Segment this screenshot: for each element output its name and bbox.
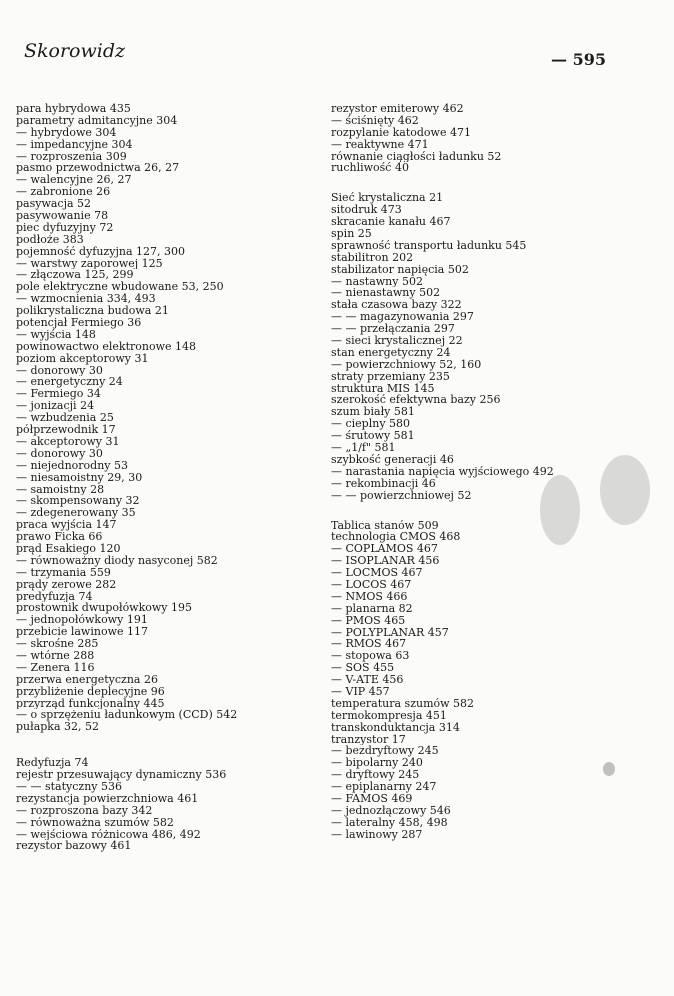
index-entry: — skrośne 285	[16, 638, 99, 650]
index-entry: pułapka 32, 52	[16, 721, 99, 734]
index-entry: — o sprzężeniu ładunkowym (CCD) 542	[16, 709, 238, 722]
index-entry: — śrutowy 581	[331, 430, 415, 443]
index-entry: stała czasowa bazy 322	[331, 299, 462, 312]
index-entry: pole elektryczne wbudowane 53, 250	[16, 281, 224, 294]
section-gap	[331, 502, 554, 520]
index-entry: sitodruk 473	[331, 204, 402, 217]
index-entry: termokompresja 451	[331, 709, 447, 722]
index-entry: — akceptorowy 31	[16, 435, 120, 448]
index-entry: parametry admitancyjne 304	[16, 114, 178, 127]
index-entry: predyfuzja 74	[16, 590, 93, 603]
index-entry: — NMOS 466	[331, 590, 408, 603]
index-entry: — niejednorodny 53	[16, 459, 128, 472]
index-entry: półprzewodnik 17	[16, 424, 116, 436]
index-entry: prawo Ficka 66	[16, 531, 103, 543]
index-entry: — wyjścia 148	[16, 328, 96, 341]
index-entry: — warstwy zaporowej 125	[16, 257, 163, 270]
index-entry: — równoważna szumów 582	[16, 816, 174, 829]
index-entry: — skompensowany 32	[16, 495, 140, 508]
index-entry: przyrząd funkcjonalny 445	[16, 697, 165, 710]
index-entry: — jednozłączowy 546	[331, 804, 451, 817]
index-entry: — zabronione 26	[16, 186, 111, 199]
index-entry: przebicie lawinowe 117	[16, 626, 148, 639]
index-entry: stabilizator napięcia 502	[331, 263, 469, 276]
index-entry: przybliżenie deplecyjne 96	[16, 685, 165, 698]
index-entry: — — magazynowania 297	[331, 311, 474, 324]
index-entry: — jednopołówkowy 191	[16, 614, 148, 627]
index-entry: — cieplny 580	[331, 418, 411, 431]
index-entry: — V-ATE 456	[331, 674, 404, 686]
index-entry: — powierzchniowy 52, 160	[331, 358, 482, 371]
index-entry: stabilitron 202	[331, 251, 414, 264]
index-entry: — FAMOS 469	[331, 792, 413, 805]
scan-smudge	[600, 455, 650, 525]
index-entry: — Zenera 116	[16, 661, 95, 674]
index-entry: spin 25	[331, 228, 372, 240]
index-entry: sprawność transportu ładunku 545	[331, 239, 527, 252]
index-entry: temperatura szumów 582	[331, 697, 475, 710]
index-entry: — hybrydowe 304	[16, 126, 117, 139]
index-entry: — — statyczny 536	[16, 780, 122, 793]
index-entry: — ściśnięty 462	[331, 114, 419, 127]
index-entry: Redyfuzja 74	[16, 757, 89, 770]
index-entry: pasmo przewodnictwa 26, 27	[16, 162, 180, 175]
index-entry: — zdegenerowany 35	[16, 507, 136, 520]
index-entry: — wejściowa różnicowa 486, 492	[16, 828, 201, 841]
index-entry: powinowactwo elektronowe 148	[16, 340, 197, 353]
index-entry: — ISOPLANAR 456	[331, 555, 440, 568]
index-entry: potencjał Fermiego 36	[16, 317, 142, 329]
index-entry: podłoże 383	[16, 233, 84, 246]
index-entry: — impedancyjne 304	[16, 138, 133, 151]
index-entry: — rekombinacji 46	[331, 477, 436, 490]
index-entry: polikrystaliczna budowa 21	[16, 305, 169, 318]
index-entry: straty przemiany 235	[331, 370, 450, 383]
index-column-right	[331, 103, 554, 841]
index-entry: skracanie kanału 467	[331, 216, 451, 229]
index-entry: rozpylanie katodowe 471	[331, 126, 471, 139]
index-entry: — POLYPLANAR 457	[331, 626, 449, 639]
index-entry: stan energetyczny 24	[331, 346, 451, 359]
index-entry: rezystancja powierzchniowa 461	[16, 792, 199, 805]
index-entry: prostownik dwupołówkowy 195	[16, 602, 193, 615]
index-entry: — reaktywne 471	[331, 138, 429, 151]
index-entry: — złączowa 125, 299	[16, 269, 134, 282]
index-entry: — COPLAMOS 467	[331, 543, 438, 556]
index-entry: praca wyjścia 147	[16, 519, 117, 532]
index-entry: prądy zerowe 282	[16, 578, 117, 591]
index-entry: — niesamoistny 29, 30	[16, 471, 143, 484]
index-entry: szum biały 581	[331, 406, 415, 419]
index-entry: — wzbudzenia 25	[16, 412, 114, 425]
index-entry: — trzymania 559	[16, 566, 111, 579]
index-entry: szybkość generacji 46	[331, 453, 454, 466]
index-entry: rezystor bazowy 461	[16, 840, 132, 853]
index-entry: — jonizacji 24	[16, 400, 95, 413]
index-entry: piec dyfuzyjny 72	[16, 221, 114, 234]
index-entry: — bezdryftowy 245	[331, 745, 439, 758]
index-entry: — stopowa 63	[331, 650, 410, 663]
index-entry: przerwa energetyczna 26	[16, 673, 158, 686]
index-entry: — RMOS 467	[331, 638, 407, 651]
index-entry: — równoważny diody nasyconej 582	[16, 554, 218, 567]
index-entry: — — powierzchniowej 52	[331, 489, 472, 502]
index-entry: — energetyczny 24	[16, 376, 123, 389]
index-entry: technologia CMOS 468	[331, 531, 461, 544]
index-entry: — donorowy 30	[16, 447, 103, 460]
index-entry: para hybrydowa 435	[16, 103, 131, 115]
scan-smudge	[540, 475, 580, 545]
index-entry: — samoistny 28	[16, 483, 105, 496]
index-entry: — LOCMOS 467	[331, 567, 423, 579]
index-entry: — PMOS 465	[331, 614, 406, 627]
index-entry: — planarna 82	[331, 602, 413, 615]
index-entry: — LOCOS 467	[331, 578, 412, 591]
index-entry: — lawinowy 287	[331, 828, 423, 841]
index-entry: — dryftowy 245	[331, 769, 420, 782]
index-entry: szerokość efektywna bazy 256	[331, 394, 501, 407]
index-entry: — — przełączania 297	[331, 323, 455, 336]
index-entry: równanie ciągłości ładunku 52	[331, 150, 502, 163]
scan-smudge	[603, 762, 615, 776]
index-entry: Sieć krystaliczna 21	[331, 192, 444, 205]
index-entry: Tablica stanów 509	[331, 519, 439, 532]
index-entry: rezystor emiterowy 462	[331, 103, 464, 115]
index-entry: pasywowanie 78	[16, 210, 109, 222]
index-entry: — rozproszona bazy 342	[16, 804, 153, 817]
index-entry: pojemność dyfuzyjna 127, 300	[16, 245, 185, 258]
index-entry: — sieci krystalicznej 22	[331, 335, 463, 347]
index-entry: — nienastawny 502	[331, 287, 441, 300]
index-entry: — rozproszenia 309	[16, 150, 127, 163]
index-entry: — „1/f" 581	[331, 442, 396, 454]
index-entry: ruchliwość 40	[331, 162, 409, 175]
index-entry: — donorowy 30	[16, 364, 103, 377]
section-gap	[16, 733, 237, 757]
index-entry: — Fermiego 34	[16, 388, 101, 401]
index-entry: poziom akceptorowy 31	[16, 352, 149, 365]
index-entry: — walencyjne 26, 27	[16, 174, 132, 187]
index-entry: — nastawny 502	[331, 275, 423, 288]
index-entry: rejestr przesuwający dynamiczny 536	[16, 769, 227, 781]
index-entry: — narastania napięcia wyjściowego 492	[331, 465, 554, 478]
index-entry: — lateralny 458, 498	[331, 816, 448, 829]
index-entry: tranzystor 17	[331, 733, 406, 746]
index-entry: — SOS 455	[331, 662, 395, 675]
running-title: Skorowidz	[24, 40, 126, 62]
index-entry: — epiplanarny 247	[331, 781, 437, 793]
index-entry: pasywacja 52	[16, 198, 92, 211]
page-number: — 595	[551, 50, 606, 69]
index-column-left	[16, 103, 237, 852]
index-entry: prąd Esakiego 120	[16, 542, 121, 555]
index-entry: struktura MIS 145	[331, 382, 435, 395]
section-gap	[331, 174, 554, 192]
index-entry: — wzmocnienia 334, 493	[16, 293, 156, 306]
index-entry: — bipolarny 240	[331, 757, 423, 770]
index-entry: — VIP 457	[331, 685, 390, 698]
index-entry: transkonduktancja 314	[331, 721, 460, 734]
index-entry: — wtórne 288	[16, 649, 95, 662]
